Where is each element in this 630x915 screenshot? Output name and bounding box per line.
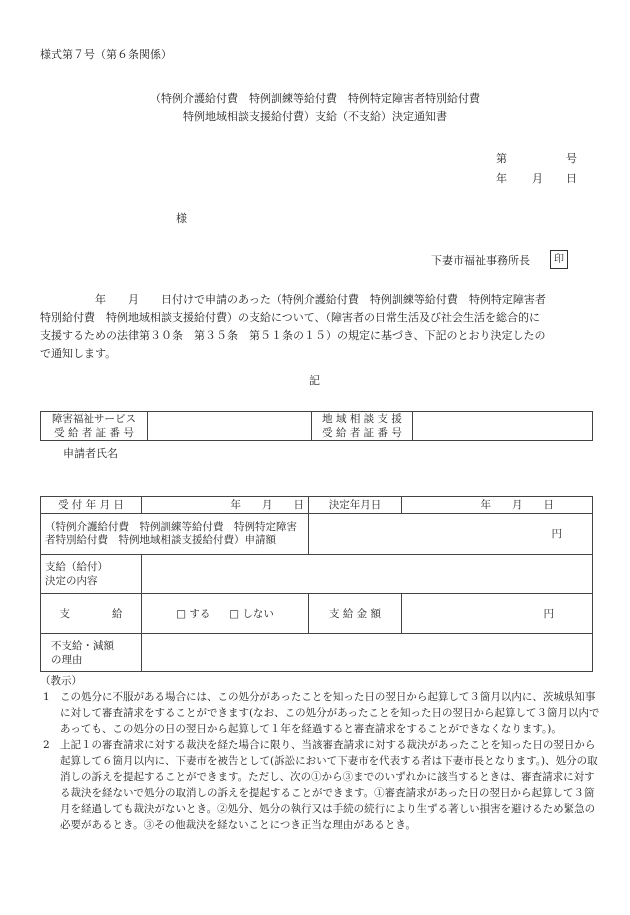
addressee-suffix: 様 bbox=[176, 212, 187, 225]
consult-cert-label: 地 域 相 談 支 援 受 給 者 証 番 号 bbox=[312, 412, 413, 441]
form-number: 様式第７号（第６条関係） bbox=[40, 48, 172, 61]
receipt-date-value[interactable]: 年 月 日 bbox=[174, 497, 309, 514]
doc-number-dai: 第 bbox=[496, 152, 507, 165]
decision-date-label: 決定年月日 bbox=[309, 497, 402, 514]
instruction-number: 1 bbox=[43, 691, 50, 703]
instruction-text: この処分に不服がある場合には、この処分があったことを知った日の翌日から起算して３箇月以内に、茨城県知事に対して審査請求をすることができます(なお、この処分があったことを知った日の翌日から起算して３箇月以内であっても、この処分の日の翌日から起算して１年を経過すると審査請求をすることができなくなります。)。 bbox=[60, 691, 600, 735]
receipt-date-spacer bbox=[142, 497, 175, 514]
applicant-name-label: 申請者氏名 bbox=[63, 447, 118, 460]
instructions bbox=[40, 673, 600, 833]
instruction-text: 上記１の審査請求に対する裁決を経た場合に限り、当該審査請求に対する裁決があったことを知った日の翌日から起算して６箇月以内に、下妻市を被告として(訴訟において下妻市を代表する者は下妻市長となります。)、処分の取消しの訴えを提起することができます。ただし、次の①から③までのいずれかに該当するときは、審査請求に対する裁決を経ないで処分の取消しの訴えを提起することができます。①審査請求があった日の翌日から起算して３箇月を経過しても裁決がないとき。②処分、処分の執行又は手続の続行により生ずる著しい損害を避けるため緊急の必要があるとき。③その他裁決を経ないことにつき正当な理由があるとき。 bbox=[60, 739, 598, 831]
claim-amount-value[interactable]: 円 bbox=[309, 514, 593, 555]
checkbox-yes[interactable]: □ する bbox=[176, 607, 211, 620]
instruction-item bbox=[40, 737, 600, 833]
receipt-date-label: 受 付 年 月 日 bbox=[41, 497, 142, 514]
payment-amount-label: 支 給 金 額 bbox=[309, 594, 402, 634]
payment-label: 支 給 bbox=[41, 594, 142, 634]
body-line: 特別給付費 特例地域相談支援給付費）の支給について、（障害者の日常生活及び社会生活を総合的に bbox=[40, 311, 541, 324]
seal-mark: 印 bbox=[550, 250, 568, 269]
certificate-number-table bbox=[40, 411, 593, 441]
notice-body bbox=[40, 291, 592, 363]
issuer-name: 下妻市福祉事務所長 bbox=[431, 254, 530, 267]
ki-heading: 記 bbox=[309, 374, 320, 387]
welfare-cert-value[interactable] bbox=[148, 412, 312, 441]
instructions-heading: （教示） bbox=[40, 675, 82, 687]
doc-date-year: 年 bbox=[496, 172, 507, 185]
payment-options bbox=[142, 594, 309, 634]
instruction-item bbox=[40, 689, 600, 737]
claim-amount-label: （特例介護給付費 特例訓練等給付費 特例特定障害者特別給付費 特例地域相談支援給付費）申請額 bbox=[41, 514, 309, 555]
welfare-cert-label: 障害福祉サービス 受 給 者 証 番 号 bbox=[41, 412, 148, 441]
document-title-line-1: （特例介護給付費 特例訓練等給付費 特例特定障害者特別給付費 bbox=[150, 92, 480, 105]
decision-date-value[interactable]: 年 月 日 bbox=[402, 497, 593, 514]
reason-value[interactable] bbox=[142, 634, 593, 672]
body-line: で通知します。 bbox=[40, 347, 117, 360]
document-title-line-2: 特例地域相談支援給付費）支給（不支給）決定通知書 bbox=[183, 110, 447, 123]
consult-cert-value[interactable] bbox=[413, 412, 593, 441]
decision-table bbox=[40, 496, 593, 672]
body-line: 年 月 日付けで申請のあった（特例介護給付費 特例訓練等給付費 特例特定障害者 bbox=[40, 293, 546, 306]
checkbox-no[interactable]: □ しない bbox=[229, 607, 274, 620]
instruction-number: 2 bbox=[43, 739, 50, 751]
reason-label: 不支給・減額 の理由 bbox=[41, 634, 142, 672]
doc-date-month: 月 bbox=[532, 172, 543, 185]
decision-content-label: 支給（給付） 決定の内容 bbox=[41, 555, 142, 594]
body-line: 支援するための法律第３０条 第３５条 第５１条の１５）の規定に基づき、下記のとおり決定したの bbox=[40, 329, 546, 342]
doc-number-go: 号 bbox=[566, 152, 577, 165]
payment-amount-value[interactable]: 円 bbox=[402, 594, 593, 634]
decision-content-value[interactable] bbox=[142, 555, 593, 594]
doc-date-day: 日 bbox=[566, 172, 577, 185]
